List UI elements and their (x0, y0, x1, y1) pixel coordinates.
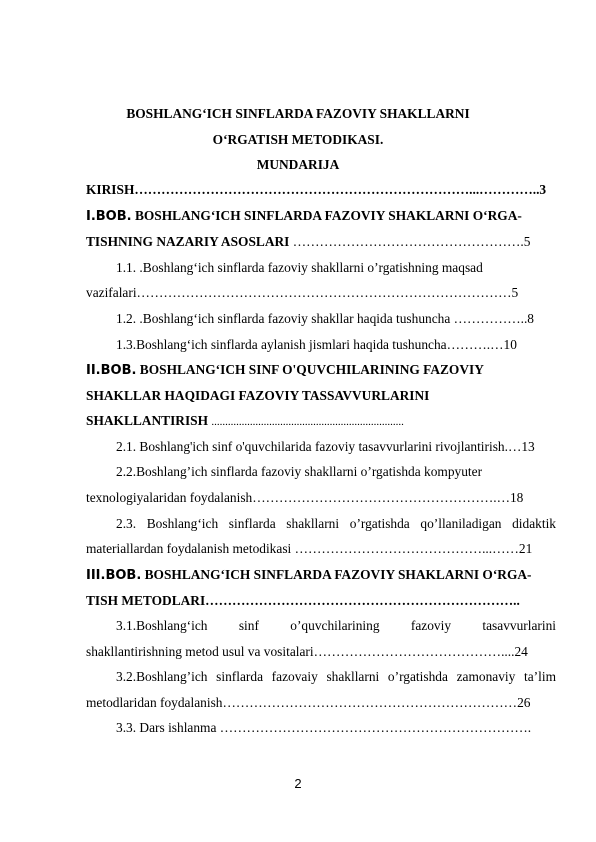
toc-section-3-3: 3.3. Dars ishlanma ……………………………………………………………. (116, 720, 532, 735)
toc-section-3-1-line2: shakllantirishning metod usul va vositalari……………………………………....24 (86, 644, 528, 659)
document-title-line2: O‘RGATISH METODIKASI. (212, 132, 384, 147)
chapter1-roman: I.BOB. (86, 209, 132, 224)
chapter3-title-part1: BOSHLANG‘ICH SINFLARDA FAZOVIY SHAKLARNI O‘RGA- (144, 567, 532, 582)
page-number: 2 (294, 776, 302, 791)
toc-chapter3-line2: TISH METODLARI…………………………………………………………….. (86, 593, 520, 608)
chapter1-title-part2: TISHNING NAZARIY ASOSLARI (86, 234, 290, 249)
toc-chapter2-line1 (86, 362, 484, 379)
document-title-line1: BOSHLANG‘ICH SINFLARDA FAZOVIY SHAKLLARNI (126, 106, 470, 121)
toc-chapter2-line2: SHAKLLAR HAQIDAGI FAZOVIY TASSAVVURLARINI (86, 388, 430, 403)
chapter2-title-part1: BOSHLANG‘ICH SINF O'QUVCHILARINING FAZOVIY (139, 362, 484, 377)
chapter2-title-part3: SHAKLLANTIRISH (86, 413, 209, 428)
toc-section-2-3-line1: 2.3. Boshlang‘ich sinflarda shakllarni o’rgatishda qo’llaniladigan didaktik (116, 516, 556, 531)
toc-chapter1-line1 (86, 208, 522, 225)
toc-section-2-2-line1: 2.2.Boshlang’ich sinflarda fazoviy shakllarni o’rgatishda kompyuter (116, 464, 483, 479)
toc-section-1-1-line2: vazifalari…………………………………………………………………………5 (86, 285, 519, 300)
toc-section-3-2-line1: 3.2.Boshlang’ich sinflarda fazovaiy shakllarni o’rgatishda zamonaviy ta’lim (116, 669, 556, 684)
chapter3-roman: III.BOB. (86, 568, 142, 583)
toc-section-1-3: 1.3.Boshlang‘ich sinflarda aylanish jismlari haqida tushuncha……….…10 (116, 337, 517, 352)
toc-section-3-2-line2: metodlaridan foydalanish…………………………………………………………26 (86, 695, 531, 710)
contents-heading: MUNDARIJA (256, 157, 340, 172)
toc-section-2-2-line2: texnologiyalaridan foydalanish……………………………………………….…18 (86, 490, 524, 505)
chapter2-dots: ...................................................................... (211, 416, 404, 428)
toc-section-3-1-line1: 3.1.Boshlang‘ich sinf o’quvchilarining fazoviy tasavvurlarini (116, 618, 556, 633)
toc-chapter1-line2 (86, 234, 530, 250)
toc-section-1-2: 1.2. .Boshlang‘ich sinflarda fazoviy shakllar haqida tushuncha ……………..8 (116, 311, 534, 326)
toc-chapter2-line3 (86, 413, 404, 430)
toc-intro: KIRISH…………………………………………………………………...…………..3 (86, 182, 547, 197)
toc-section-2-1: 2.1. Boshlang'ich sinf o'quvchilarida fazoviy tasavvurlarini rivojlantirish.…13 (116, 439, 535, 454)
toc-section-1-1-line1: 1.1. .Boshlang‘ich sinflarda fazoviy shakllarni o’rgatishning maqsad (116, 260, 483, 275)
toc-chapter3-line1 (86, 567, 532, 584)
chapter2-roman: II.BOB. (86, 363, 137, 378)
chapter1-title-part1: BOSHLANG‘ICH SINFLARDA FAZOVIY SHAKLARNI O‘RGA- (134, 208, 522, 223)
toc-section-2-3-line2: materiallardan foydalanish metodikasi ……………………………………...……21 (86, 541, 533, 556)
chapter1-dots: …………………………………………….5 (292, 234, 531, 249)
